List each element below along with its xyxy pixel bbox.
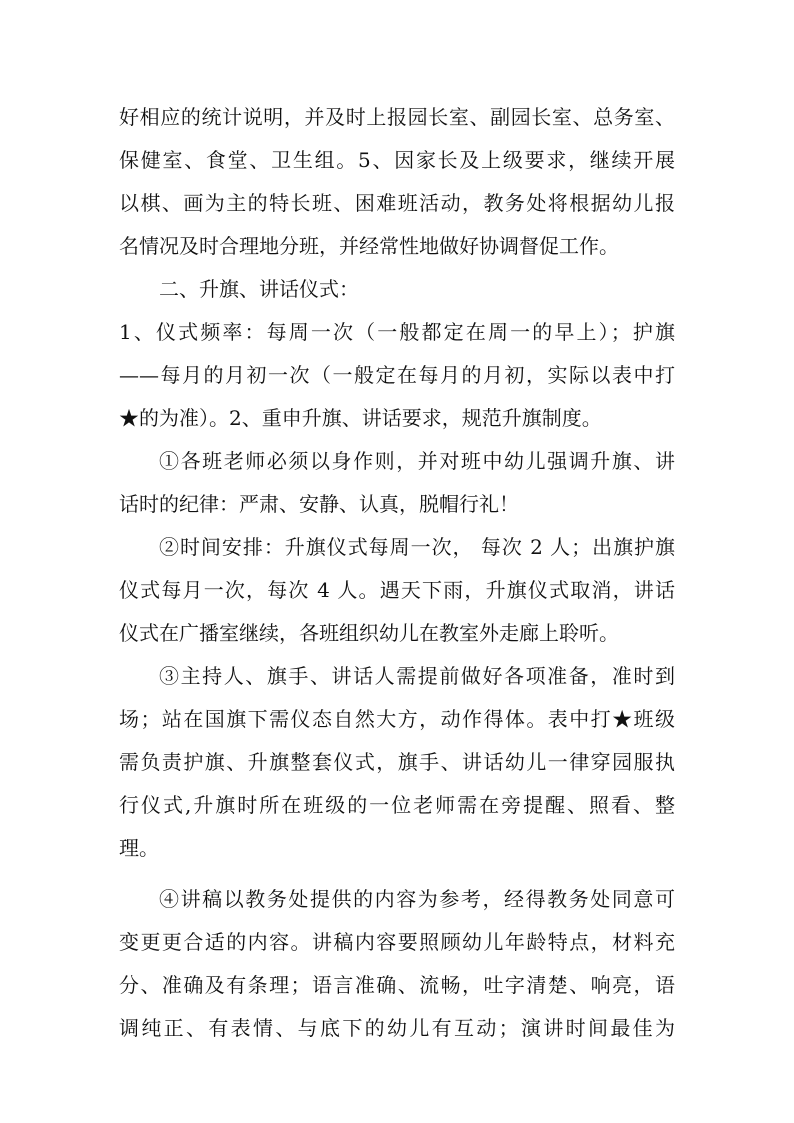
paragraph-gap [119,870,675,878]
paragraph-first-line: ②时间安排：升旗仪式每周一次， 每次 2 人；出旗护旗 [159,535,675,559]
paragraph-first-line: ④讲稿以教务处提供的内容为参考，经得教务处同意可 [159,887,675,911]
paragraph-first-line: ③主持人、旗手、讲话人需提前做好各项准备，准时到 [159,664,675,688]
text-line: ——每月的月初一次（一般定在每月的月初，实际以表中打 [119,363,675,387]
text-line: 仪式在广播室继续，各班组织幼儿在教室外走廊上聆听。 [119,621,619,645]
text-line: 需负责护旗、升旗整套仪式，旗手、讲话幼儿一律穿园服执 [119,750,675,774]
text-line: 调纯正、有表情、与底下的幼儿有互动；演讲时间最佳为 [119,1016,675,1040]
paragraph-first-line: ①各班老师必须以身作则，并对班中幼儿强调升旗、讲 [159,449,675,473]
text-line: 话时的纪律：严肃、安静、认真，脱帽行礼！ [119,492,519,516]
text-line: 分、准确及有条理；语言准确、流畅，吐字清楚、响亮，语 [119,973,675,997]
text-line: 仪式每月一次，每次 4 人。遇天下雨，升旗仪式取消，讲话 [119,578,675,602]
text-line: ★的为准）。2、重申升旗、讲话要求，规范升旗制度。 [119,406,602,430]
text-line: 保健室、食堂、卫生组。5、因家长及上级要求，继续开展 [119,148,675,172]
text-line: 行仪式,升旗时所在班级的一位老师需在旁提醒、照看、整 [119,793,675,817]
text-line: 理。 [119,836,159,860]
text-line: 名情况及时合理地分班，并经常性地做好协调督促工作。 [119,234,619,258]
text-line: 变更更合适的内容。讲稿内容要照顾幼儿年龄特点，材料充 [119,930,675,954]
text-line: 1、仪式频率：每周一次（一般都定在周一的早上）；护旗 [119,320,675,344]
section-heading: 二、升旗、讲话仪式： [159,277,359,301]
document-body [119,96,675,1050]
text-line: 场；站在国旗下需仪态自然大方，动作得体。表中打★班级 [119,707,675,731]
text-line: 以棋、画为主的特长班、困难班活动，教务处将根据幼儿报 [119,191,675,215]
text-line: 好相应的统计说明，并及时上报园长室、副园长室、总务室、 [119,105,675,129]
